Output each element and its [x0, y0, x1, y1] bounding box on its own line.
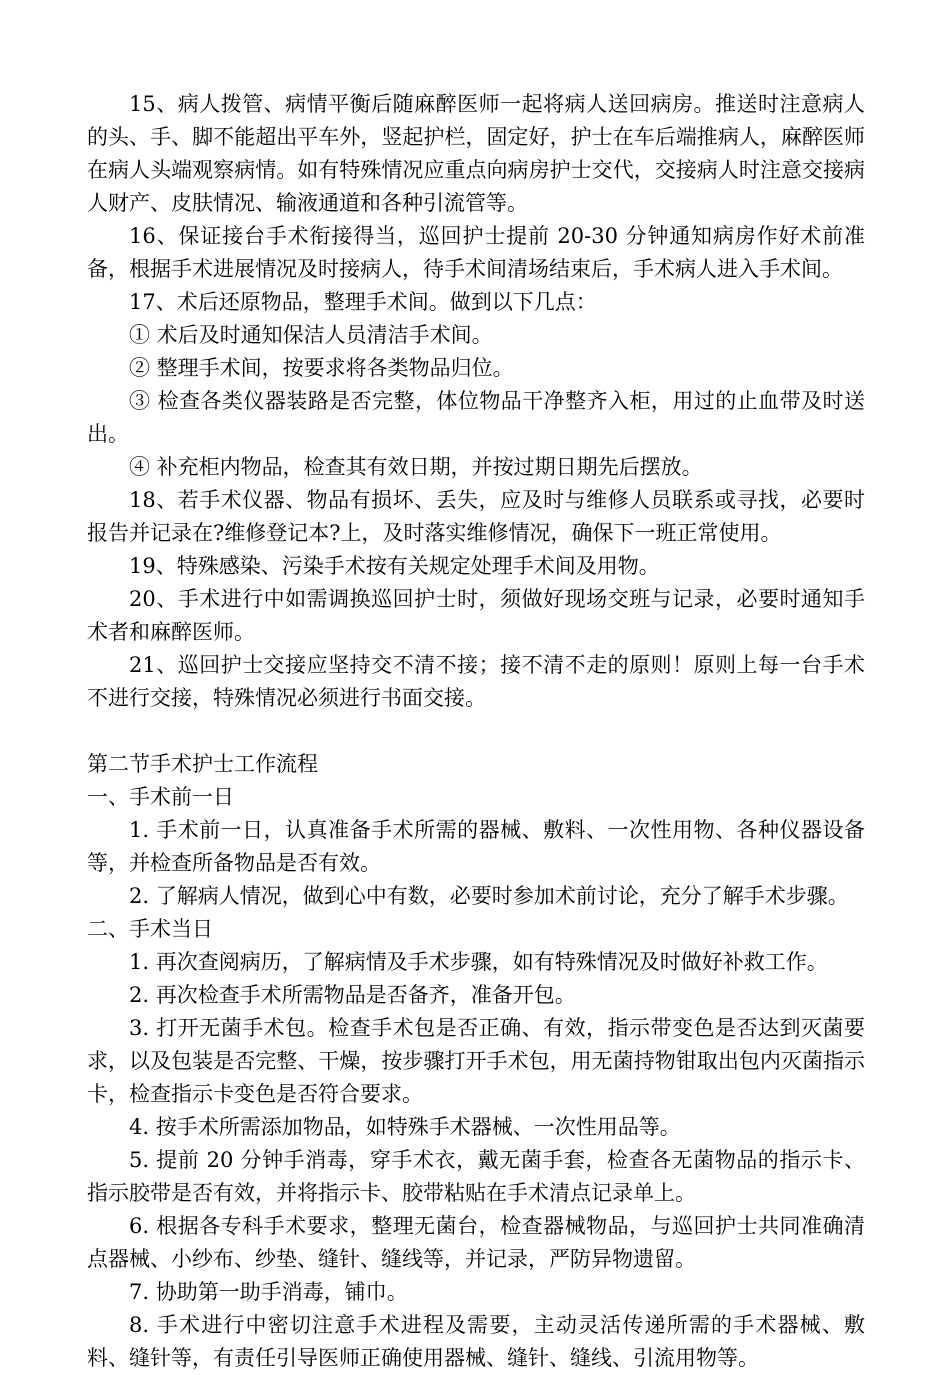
part2-item-2: 2. 再次检查手术所需物品是否备齐，准备开包。	[129, 983, 576, 1007]
paragraph-18: 18、若手术仪器、物品有损坏、丢失，应及时与维修人员联系或寻找，必要时报告并记录在?维修登记本?上，及时落实维修情况，确保下一班正常使用。	[87, 488, 865, 545]
part2-item-1: 1. 再次查阅病历，了解病情及手术步骤，如有特殊情况及时做好补救工作。	[129, 950, 828, 974]
list-item-2: ② 整理手术间，按要求将各类物品归位。	[129, 356, 514, 380]
blank-line	[87, 715, 865, 748]
document-page	[87, 88, 865, 1375]
part2-item-7: 7. 协助第一助手消毒，铺巾。	[129, 1280, 408, 1304]
paragraph-17: 17、术后还原物品，整理手术间。做到以下几点：	[129, 290, 597, 314]
paragraph-16: 16、保证接台手术衔接得当，巡回护士提前 20-30 分钟通知病房作好术前准备，根据手术进展情况及时接病人，待手术间清场结束后，手术病人进入手术间。	[87, 224, 865, 281]
paragraph-20: 20、手术进行中如需调换巡回护士时，须做好现场交班与记录，必要时通知手术者和麻醉医师。	[87, 587, 865, 644]
paragraph-15: 15、病人拨管、病情平衡后随麻醉医师一起将病人送回病房。推送时注意病人的头、手、脚不能超出平车外，竖起护栏，固定好，护士在车后端推病人，麻醉医师在病人头端观察病情。如有特殊情况应重点向病房护士交代，交接病人时注意交接病人财产、皮肤情况、输液通道和各种引流管等。	[87, 92, 865, 215]
part2-item-8: 8. 手术进行中密切注意手术进程及需要，主动灵活传递所需的手术器械、敷料、缝针等，有责任引导医师正确使用器械、缝针、缝线、引流用物等。	[87, 1313, 865, 1370]
part2-item-4: 4. 按手术所需添加物品，如特殊手术器械、一次性用品等。	[129, 1115, 681, 1139]
list-item-3: ③ 检查各类仪器装路是否完整，体位物品干净整齐入柜，用过的止血带及时送出。	[87, 389, 865, 446]
part1-heading: 一、手术前一日	[87, 785, 234, 809]
part2-item-3: 3. 打开无菌手术包。检查手术包是否正确、有效，指示带变色是否达到灭菌要求，以及包装是否完整、干燥，按步骤打开手术包，用无菌持物钳取出包内灭菌指示卡，检查指示卡变色是否符合要求。	[87, 1016, 865, 1106]
part1-item-2: 2. 了解病人情况，做到心中有数，必要时参加术前讨论，充分了解手术步骤。	[129, 884, 849, 908]
paragraph-21: 21、巡回护士交接应坚持交不清不接；接不清不走的原则！原则上每一台手术不进行交接，特殊情况必须进行书面交接。	[87, 653, 865, 710]
part2-heading: 二、手术当日	[87, 917, 213, 941]
part1-item-1: 1. 手术前一日，认真准备手术所需的器械、敷料、一次性用物、各种仪器设备等，并检查所备物品是否有效。	[87, 818, 865, 875]
paragraph-19: 19、特殊感染、污染手术按有关规定处理手术间及用物。	[129, 554, 660, 578]
section1	[87, 88, 865, 715]
part2-item-5: 5. 提前 20 分钟手消毒，穿手术衣，戴无菌手套，检查各无菌物品的指示卡、指示胶带是否有效，并将指示卡、胶带粘贴在手术清点记录单上。	[87, 1148, 865, 1205]
list-item-4: ④ 补充柜内物品，检查其有效日期，并按过期日期先后摆放。	[129, 455, 703, 479]
list-item-1: ① 术后及时通知保洁人员清洁手术间。	[129, 323, 493, 347]
section-title: 第二节手术护士工作流程	[87, 752, 318, 776]
part2-item-6: 6. 根据各专科手术要求，整理无菌台，检查器械物品，与巡回护士共同准确清点器械、小纱布、纱垫、缝针、缝线等，并记录，严防异物遗留。	[87, 1214, 865, 1271]
section2	[87, 748, 865, 1375]
